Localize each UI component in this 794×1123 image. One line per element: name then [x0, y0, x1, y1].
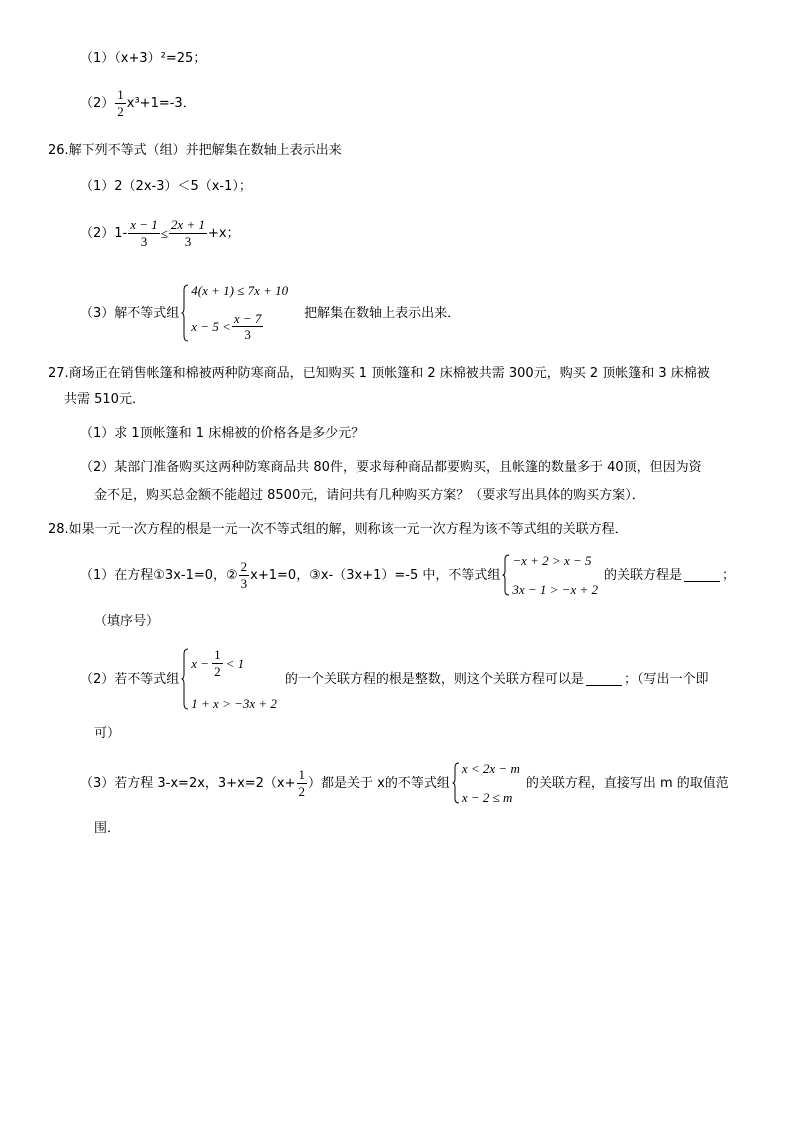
q26-title [48, 144, 342, 157]
q25-part2-prefix: （2） [80, 95, 115, 111]
left-brace-icon [181, 648, 189, 710]
system-row-1-left: x − [191, 655, 210, 671]
fraction-denominator: 3 [240, 575, 248, 591]
le-sign: ≤ [160, 225, 168, 241]
fraction-denominator: 2 [214, 663, 221, 679]
q25-fraction [115, 88, 126, 118]
q28-part2-prefix: （2）若不等式组 [80, 671, 180, 687]
q27-line2 [64, 393, 145, 406]
fraction-numerator: 2x + 1 [170, 217, 205, 232]
system-row-1-right: < 1 [225, 655, 245, 671]
q28-part2-end: ；（写出一个即 [623, 671, 709, 687]
system-row-2: 1 + x > −3x + 2 [191, 696, 277, 711]
q26-fraction-1 [128, 218, 160, 248]
q28-part3-line2 [94, 822, 120, 835]
q28-part2 [80, 648, 708, 710]
q28-part3-prefix: （3）若方程 3-x=2x，3+x=2（x+ [80, 775, 296, 791]
q27-part2-line2-text: 金不足，购买总金额不能超过 8500元，请问共有几种购买方案？（要求写出具体的购买方案）． [94, 488, 645, 503]
q27-part2-line1-text: （2）某部门准备购买这两种防寒商品共 80件，要求每种商品都要购买，且帐篷的数量多于 40顶，但因为资 [80, 460, 702, 475]
q27-part1-text: （1）求 1顶帐篷和 1 床棉被的价格各是多少元？ [80, 426, 365, 441]
q28-part2-suffix: 的一个关联方程的根是整数，则这个关联方程可以是 [284, 671, 584, 687]
q28-part3 [80, 762, 729, 804]
fraction-numerator: x − 7 [233, 310, 262, 326]
system-row-1 [191, 648, 277, 678]
q25-part2-suffix: x³+1=-3． [126, 95, 196, 111]
fraction-denominator: 3 [184, 233, 192, 249]
fraction-denominator: 3 [140, 233, 148, 249]
q28-part1-line2 [94, 615, 159, 628]
q28-part1-mid: x+1=0，③x-（3x+1）=-5 中，不等式组 [250, 567, 501, 583]
q28-part3-suffix: 的关联方程，直接写出 m 的取值范 [525, 775, 729, 791]
system-row-2-fraction [232, 312, 264, 342]
q27-part2-line1 [80, 461, 702, 474]
fraction-numerator: 1 [298, 766, 306, 782]
q26-part1-text: （1）2（2x-3）＜5（x-1）； [80, 179, 252, 194]
q27-part2-line2 [94, 489, 645, 502]
q28-part3-fraction [297, 768, 308, 798]
q27-part1 [80, 427, 364, 440]
left-brace-icon [502, 554, 510, 596]
q28-part2-line2-text: 可） [94, 726, 121, 741]
q26-part2 [80, 218, 240, 248]
fraction-denominator: 2 [298, 783, 306, 799]
fraction-denominator: 3 [244, 327, 251, 343]
q25-part2 [80, 88, 196, 118]
q26-part3 [80, 284, 460, 342]
q26-fraction-2 [169, 218, 207, 248]
q28-part3-line2-text: 围． [94, 821, 121, 836]
q28-title [48, 523, 628, 536]
q26-inequality-system [181, 284, 288, 342]
q25-part1-text: （1）（x+3）²=25； [80, 51, 207, 66]
system-row-2: x − 2 ≤ m [461, 790, 513, 805]
system-row-1: −x + 2 > x − 5 [512, 553, 592, 568]
system-row-1 [191, 284, 288, 297]
q28-part1 [80, 554, 735, 596]
q27-line2-text: 共需 510元． [64, 392, 145, 407]
q28-part3-system [452, 762, 520, 804]
q27-line1-text: 27.商场正在销售帐篷和棉被两种防寒商品，已知购买 1 顶帐篷和 2 床棉被共需 300元，购买 2 顶帐篷和 3 床棉被 [48, 366, 710, 381]
q28-part1-fraction [239, 560, 250, 590]
q25-part1 [80, 52, 206, 65]
q28-part1-prefix: （1）在方程①3x-1=0，② [80, 567, 238, 583]
q28-part1-end: ； [722, 567, 736, 583]
q28-part1-system [502, 554, 598, 596]
q28-part1-line2-text: （填序号） [94, 614, 160, 629]
q27-line1 [48, 367, 710, 380]
system-row-2 [191, 312, 288, 342]
fraction-denominator: 2 [117, 103, 124, 119]
q26-part1 [80, 180, 252, 193]
system-row-1-fraction [212, 648, 223, 678]
left-brace-icon [181, 284, 189, 342]
q28-title-text: 28.如果一元一次方程的根是一元一次不等式组的解，则称该一元一次方程为该不等式组的关联方程． [48, 522, 628, 537]
answer-blank[interactable] [684, 569, 720, 582]
system-row-2: 3x − 1 > −x + 2 [512, 582, 598, 597]
q26-part2-suffix: +x； [207, 225, 240, 241]
q26-title-text: 26.解下列不等式（组）并把解集在数轴上表示出来 [48, 143, 342, 158]
fraction-numerator: 1 [117, 87, 124, 102]
left-brace-icon [452, 762, 460, 804]
system-row-1: x < 2x − m [461, 761, 520, 776]
system-row-2-left: x − 5 < [191, 319, 231, 335]
q28-part2-system [181, 648, 277, 710]
fraction-numerator: 1 [214, 647, 221, 662]
system-row-1-text: 4(x + 1) ≤ 7x + 10 [191, 283, 289, 298]
fraction-numerator: 2 [240, 558, 248, 574]
q26-part2-prefix: （2）1- [80, 225, 128, 241]
answer-blank[interactable] [586, 673, 622, 686]
q28-part2-line2 [94, 727, 120, 740]
q28-part3-mid: ）都是关于 x的不等式组 [308, 775, 450, 791]
q26-part3-prefix: （3）解不等式组 [80, 305, 180, 321]
fraction-numerator: x − 1 [130, 217, 158, 232]
q26-part3-suffix: 把解集在数轴上表示出来． [304, 305, 461, 321]
q28-part1-suffix: 的关联方程是 [604, 567, 683, 583]
